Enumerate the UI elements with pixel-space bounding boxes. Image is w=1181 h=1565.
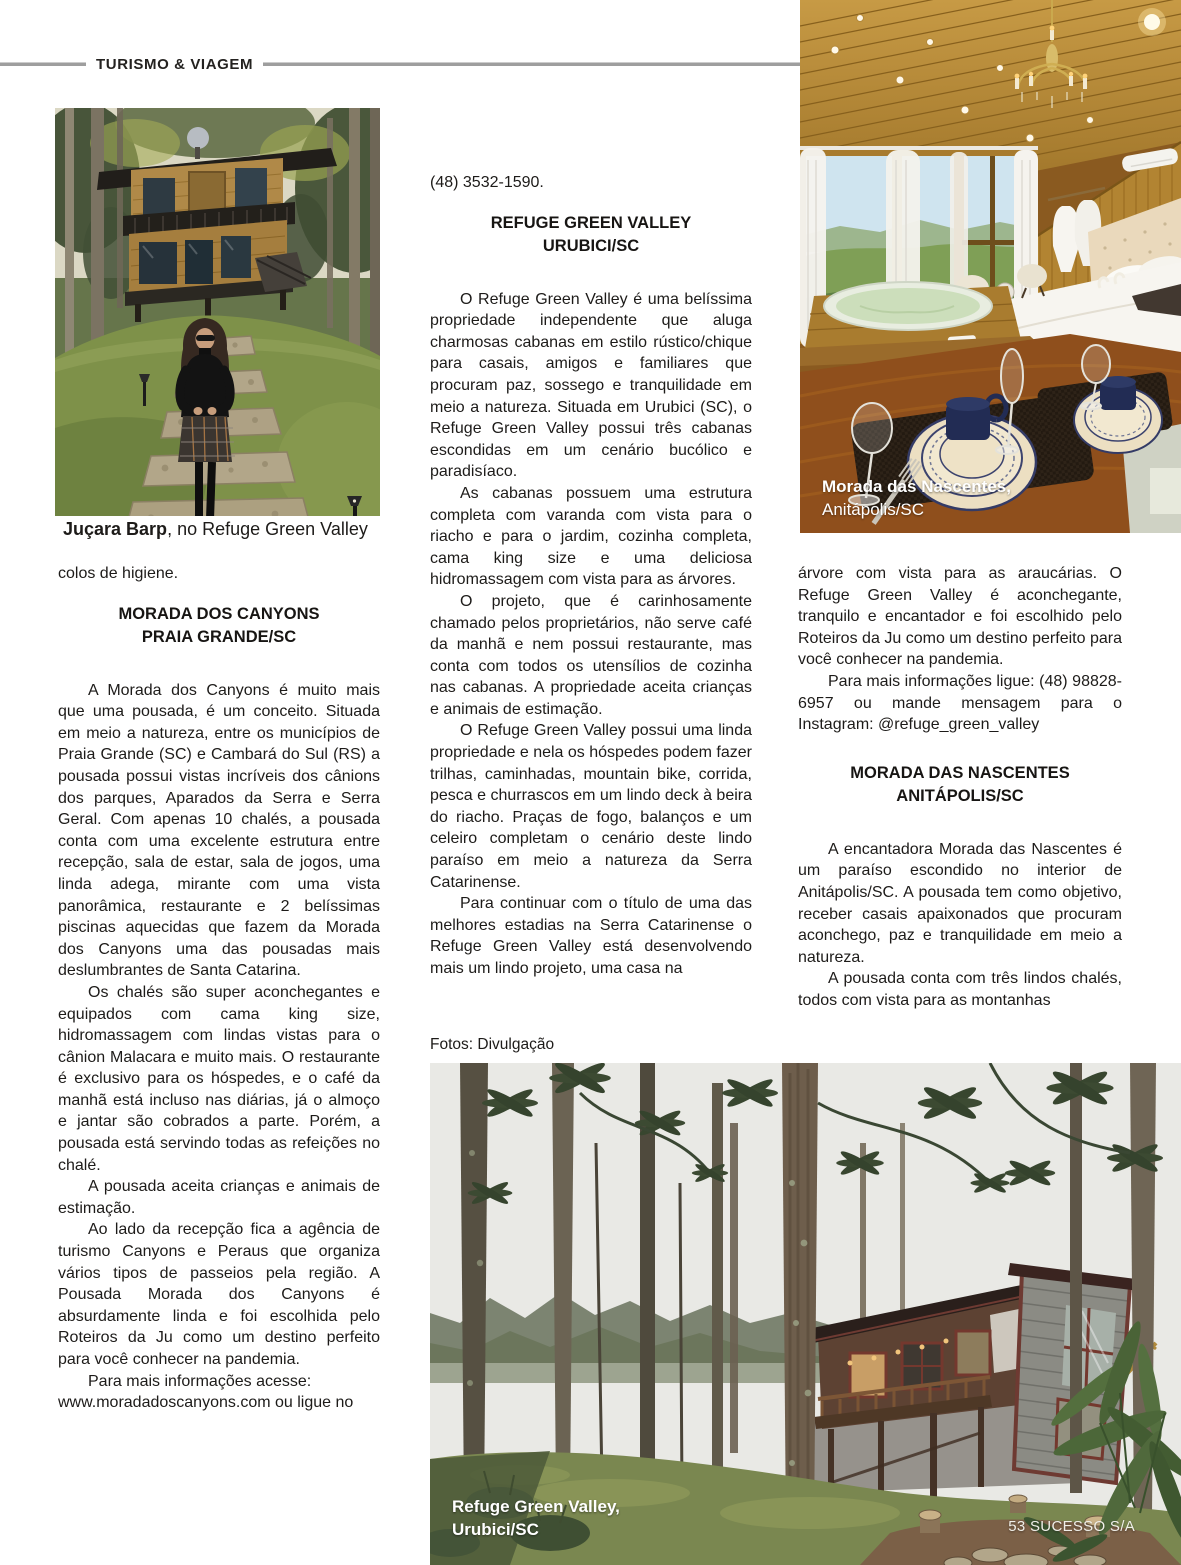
paragraph: Os chalés são super aconchegantes e equipados com cama king size, hidromassagem com lindas vistas para o cânion Malacara e muito mais. O restaurante é exclusivo para os hóspedes, e o café da manhã está incluso nas diárias, já o almoço e jantar são cobrados a parte. Porém, a pousada está servindo todas as refeições no chalé. xyxy=(58,983,380,1174)
paragraph: Ao lado da recepção fica a agência de turismo Canyons e Peraus que organiza vários tipos de passeios pela região. A Pousada Morada dos Canyons é absurdamente linda e foi escolhida pelo Roteiros da Ju como um destino perfeito para você conhecer na pandemia. xyxy=(58,1221,380,1368)
paragraph-website: www.moradadoscanyons.com ou ligue no xyxy=(58,1394,354,1412)
caption-rest: , no Refuge Green Valley xyxy=(167,519,368,539)
photo-credit: Fotos: Divulgação xyxy=(430,1036,555,1053)
paragraph: Para mais informações ligue: (48) 98828-6957 ou mande mensagem para o Instagram: @refuge_green_valley xyxy=(798,672,1122,734)
section-label: TURISMO & VIAGEM xyxy=(96,55,254,73)
paragraph: A encantadora Morada das Nascentes é um paraíso escondido no interior de Anitápolis/SC. A pousada tem como objetivo, receber casais apaixonados que procuram aconchego, paz e tranquilidade em meio a natureza. xyxy=(798,840,1122,966)
cabin-interior-illustration xyxy=(800,0,1181,533)
heading-refuge-green-valley: REFUGE GREEN VALLEY URUBICI/SC xyxy=(490,213,692,255)
paragraph: A Morada dos Canyons é muito mais que uma pousada, é um conceito. Situada em meio a natureza, entre os municípios de Praia Grande (SC) e Cambará do Sul (RS) a pousada possui vistas incríveis dos cânions dos parques, Aparados da Serra e Serra Geral. Com apenas 10 chalés, a pousada conta com uma excelente estrutura entre recepção, sala de estar, sala de jogos, uma linda adega, mirante com uma vista panorâmica, restaurante e 2 belíssimas piscinas aquecidas que fazem da Morada dos Canyons uma das pousadas mais deslumbrantes de Santa Catarina. xyxy=(58,681,380,980)
photo-caption-morada-das-nascentes: Morada das Nascentes, Anitápolis/SC xyxy=(822,477,1011,519)
page-footer: 53 SUCESSO S/A xyxy=(1008,1518,1135,1535)
photo-caption-jucara-barp xyxy=(55,516,380,546)
paragraph: Para continuar com o título de uma das melhores estadias na Serra Catarinense o Refuge Green Valley está desenvolvendo mais um lindo projeto, uma casa na xyxy=(430,895,752,977)
header-rule-right xyxy=(263,62,800,66)
continuation-text: árvore com vista para as araucárias. O Refuge Green Valley é aconchegante, tranquilo e encantador e foi escolhido pelo Roteiros da Ju como um destino perfeito para você conhecer na pandemia. xyxy=(798,565,1122,669)
photo-caption-refuge-green-valley: Refuge Green Valley, Urubici/SC xyxy=(452,1497,620,1539)
paragraph: O Refuge Green Valley possui uma linda propriedade e nela os hóspedes podem fazer trilhas, caminhadas, mountain bike, corrida, pesca e churrascos em um lindo deck à beira do riacho. Praças de fogo, balanços e um celeiro completam o cenário deste lindo paraíso em meio a natureza da Serra Catarinense. xyxy=(430,722,752,891)
cabin-exterior-illustration xyxy=(55,108,380,546)
heading-morada-dos-canyons: MORADA DOS CANYONS PRAIA GRANDE/SC xyxy=(118,604,320,646)
column-left xyxy=(58,563,380,1414)
continuation-phone: (48) 3532-1590. xyxy=(430,174,544,191)
header-rule-left xyxy=(0,62,86,66)
photo-morada-das-nascentes-interior xyxy=(800,0,1181,533)
forest-cabin-illustration xyxy=(430,1063,1181,1565)
paragraph: A pousada aceita crianças e animais de estimação. xyxy=(58,1178,380,1217)
paragraph: A pousada conta com três lindos chalés, todos com vista para as montanhas xyxy=(798,970,1122,1009)
photo-jucara-barp-cabin xyxy=(55,108,380,546)
column-right xyxy=(798,563,1122,1012)
photo-refuge-green-valley-forest xyxy=(430,1063,1181,1565)
paragraph: As cabanas possuem uma estrutura completa com varanda com vista para o riacho e para o jardim, cozinha completa, cama king size e uma deliciosa hidromassagem com vista para as árvores. xyxy=(430,484,752,589)
heading-morada-das-nascentes: MORADA DAS NASCENTES ANITÁPOLIS/SC xyxy=(850,763,1070,805)
paragraph: Para mais informações acesse: xyxy=(88,1372,312,1390)
paragraph: O projeto, que é carinhosamente chamado pelos proprietários, não serve café da manhã e nem possui restaurante, mas conta com todos os utensílios de cozinha nas cabanas. A propriedade aceita crianças e animais de estimação. xyxy=(430,592,752,718)
section-header xyxy=(0,53,800,75)
caption-name: Juçara Barp xyxy=(63,519,168,539)
column-middle xyxy=(430,172,752,980)
continuation-text: colos de higiene. xyxy=(58,565,179,582)
paragraph: O Refuge Green Valley é uma belíssima propriedade independente que aluga charmosas cabanas em estilo rústico/chique para casais, amigos e familiares que procuram paz, sossego e tranquilidade em meio a natureza. Situada em Urubici (SC), o Refuge Green Valley possui três cabanas escondidas em um cenário bucólico e paradisíaco. xyxy=(430,290,752,481)
